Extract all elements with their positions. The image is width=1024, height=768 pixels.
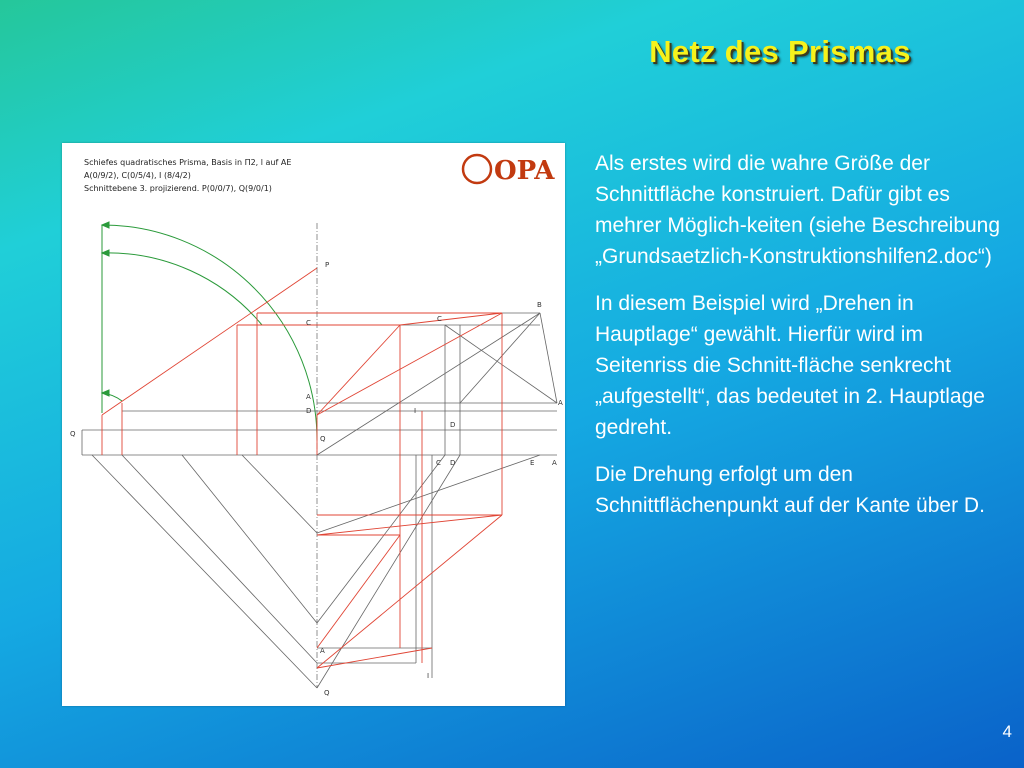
label-c-left: C [306,319,311,327]
label-d-bottom: D [450,459,456,467]
opa-logo [463,155,555,186]
label-c-bottom: C [436,459,441,467]
description-text [595,148,1005,537]
label-q-left: Q [70,430,76,438]
construction-drawing [62,143,565,706]
drawing-header-line-3: Schnittebene 3. projizierend. P(0/0/7), Q(9/0/1) [84,184,272,193]
paragraph-3: Die Drehung erfolgt um den Schnittflächenpunkt auf der Kante über D. [595,463,985,517]
slide-title: Netz des Prismas [649,34,911,69]
paragraph-2: In diesem Beispiel wird „Drehen in Hauptlage“ gewählt. Hierfür wird im Seitenriss die Schnitt-fläche senkrecht „aufgestellt“, das bedeutet in 2. Hauptlage gedreht. [595,292,985,439]
label-i-lower: I [427,672,430,680]
rotation-arcs [102,222,317,440]
label-d-right: D [450,421,456,429]
label-i-top: I [414,407,417,415]
construction-lines-red [102,268,502,668]
paragraph-1: Als erstes wird die wahre Größe der Schnittfläche konstruiert. Dafür gibt es mehrer Möglich-keiten (siehe Beschreibung „Grundsaetzlich-Konstruktionshilfen2.doc“) [595,152,1001,268]
construction-lines-gray [82,313,557,688]
construction-diagram-svg [62,143,565,706]
drawing-header-line-2: A(0/9/2), C(0/5/4), I (8/4/2) [84,171,191,180]
label-q-bottom: Q [324,689,330,697]
label-a-lower: A [320,647,325,655]
label-d-left: D [306,407,312,415]
label-p: P [325,261,330,269]
drawing-header-line-1: Schiefes quadratisches Prisma, Basis in Π2, l auf AE [84,158,292,167]
label-a-left: A [306,393,311,401]
label-q-middle: Q [320,435,326,443]
label-a-bottom: A [552,459,557,467]
label-a-right: A [558,399,563,407]
label-c-right: C [437,315,442,323]
label-e: E [530,459,535,467]
logo-text: OPA [494,156,555,186]
page-number: 4 [1002,722,1012,741]
label-b: B [537,301,542,309]
